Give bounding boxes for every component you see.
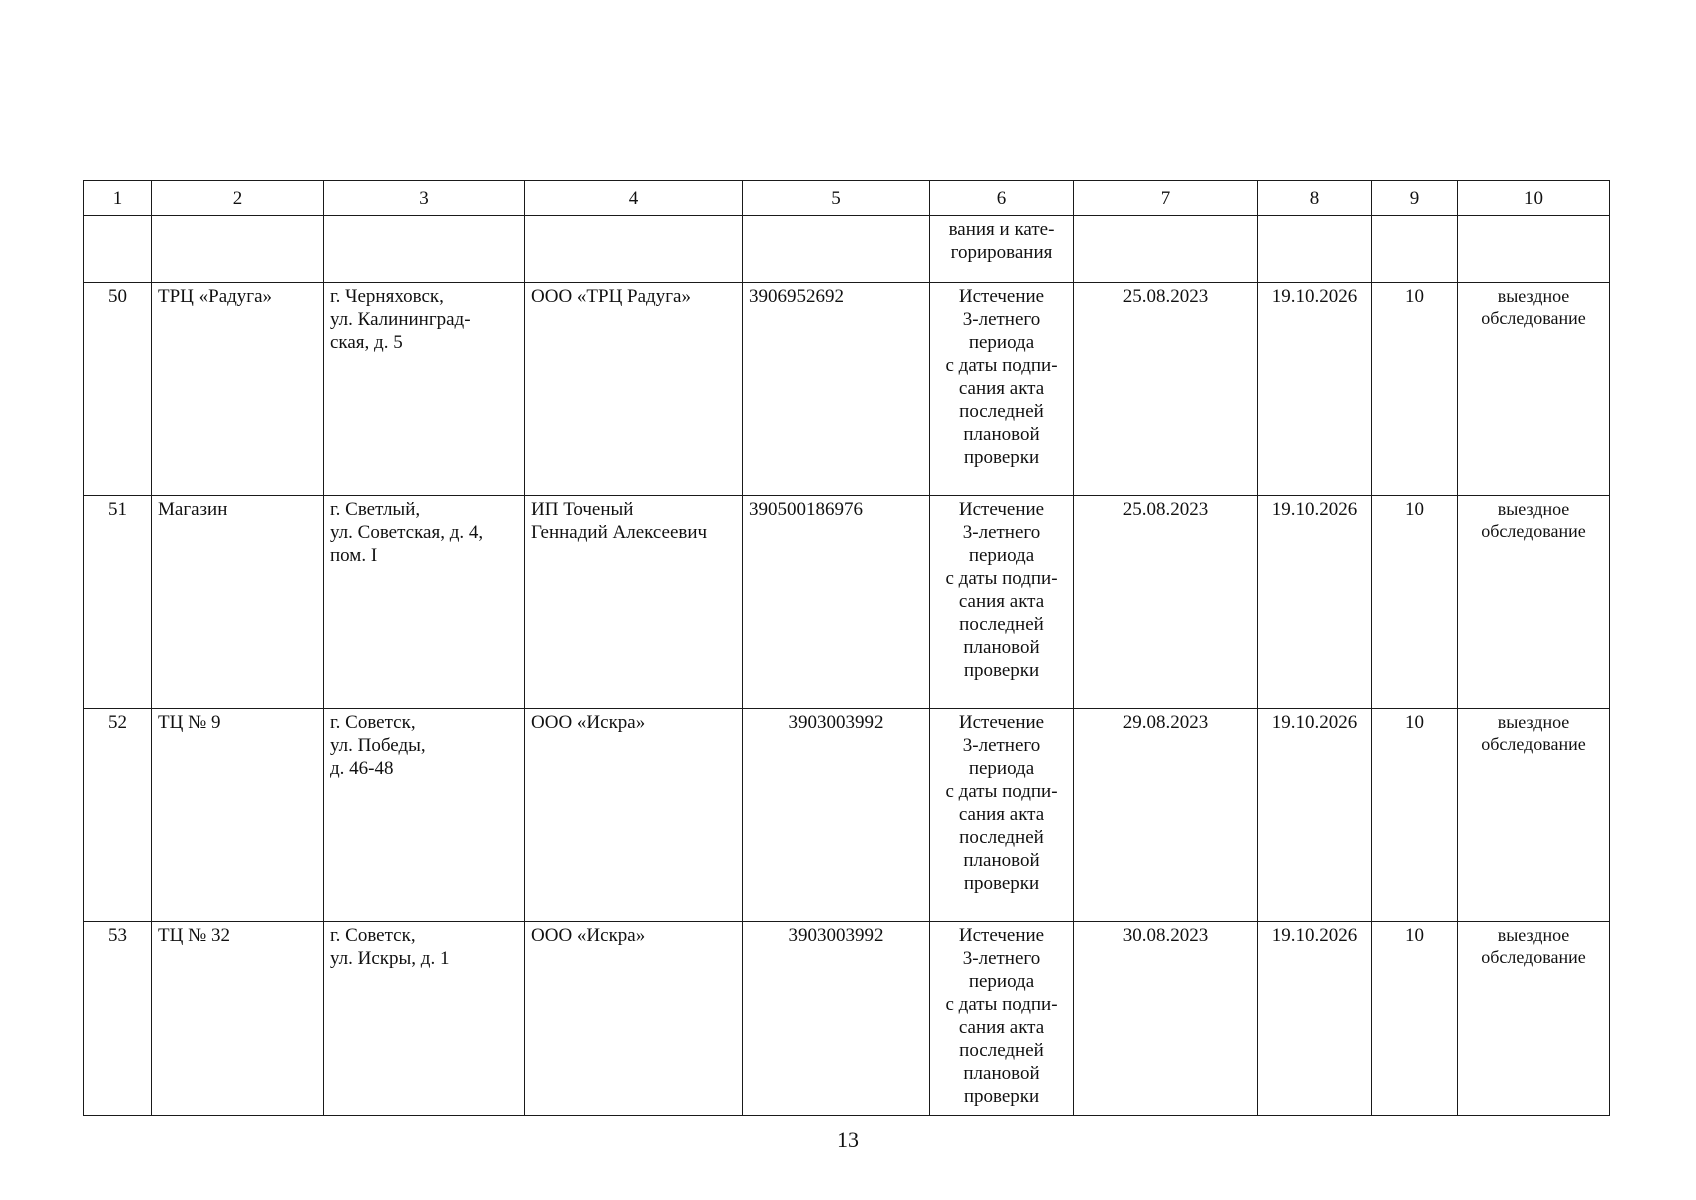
object-name: ТЦ № 9: [152, 709, 324, 922]
basis-cell: [930, 496, 1074, 709]
owner-line: Геннадий Алексеевич: [531, 522, 708, 543]
inn-cell: 390500186976: [743, 496, 930, 709]
basis-cell: [930, 283, 1074, 496]
basis-line: с даты подпи-: [945, 355, 1058, 376]
column-number: 1: [84, 181, 152, 216]
basis-line: горирования: [950, 242, 1053, 263]
form-line: выездное: [1497, 286, 1570, 306]
column-number: 4: [525, 181, 743, 216]
empty-cell: [1074, 216, 1258, 283]
start-date: 30.08.2023: [1074, 922, 1258, 1116]
form-line: обследование: [1481, 308, 1586, 328]
table-row: [84, 496, 1610, 709]
column-number: 8: [1258, 181, 1372, 216]
owner-line: ООО «ТРЦ Радуга»: [531, 286, 691, 307]
basis-line: последней: [959, 401, 1044, 422]
duration-days: 10: [1372, 283, 1458, 496]
basis-line: Истечение: [958, 286, 1045, 307]
end-date: 19.10.2026: [1258, 709, 1372, 922]
basis-line: плановой: [963, 637, 1040, 658]
row-number: 50: [84, 283, 152, 496]
end-date: 19.10.2026: [1258, 283, 1372, 496]
inspection-form-cell: [1458, 496, 1610, 709]
basis-line: плановой: [963, 1063, 1040, 1084]
basis-line: 3-летнего: [962, 309, 1041, 330]
basis-line: сания акта: [958, 378, 1045, 399]
owner-cell: [525, 283, 743, 496]
object-name: ТРЦ «Радуга»: [152, 283, 324, 496]
basis-line: 3-летнего: [962, 522, 1041, 543]
owner-cell: [525, 922, 743, 1116]
start-date: 25.08.2023: [1074, 496, 1258, 709]
basis-line: последней: [959, 827, 1044, 848]
basis-line: проверки: [963, 873, 1040, 894]
row-number: 53: [84, 922, 152, 1116]
form-line: выездное: [1497, 712, 1570, 732]
empty-cell: [324, 216, 525, 283]
inn-cell: 3903003992: [743, 709, 930, 922]
form-line: обследование: [1481, 734, 1586, 754]
inspection-form-cell: [1458, 709, 1610, 922]
address-line: ская, д. 5: [330, 332, 403, 353]
address-line: г. Светлый,: [330, 499, 421, 520]
continuation-row: [84, 216, 1610, 283]
basis-line: плановой: [963, 850, 1040, 871]
address-cell: [324, 922, 525, 1116]
object-name: ТЦ № 32: [152, 922, 324, 1116]
basis-line: проверки: [963, 1086, 1040, 1107]
empty-cell: [1372, 216, 1458, 283]
basis-line: 3-летнего: [962, 735, 1041, 756]
basis-line: сания акта: [958, 591, 1045, 612]
page-number: 13: [837, 1127, 859, 1152]
address-cell: [324, 496, 525, 709]
column-number-row: [84, 181, 1610, 216]
basis-line: проверки: [963, 447, 1040, 468]
owner-line: ИП Точеный: [531, 499, 634, 520]
address-line: ул. Искры, д. 1: [330, 948, 450, 969]
address-line: д. 46-48: [330, 758, 394, 779]
duration-days: 10: [1372, 496, 1458, 709]
empty-cell: [1258, 216, 1372, 283]
basis-line: сания акта: [958, 1017, 1045, 1038]
object-name: Магазин: [152, 496, 324, 709]
basis-line: периода: [968, 332, 1035, 353]
basis-line: периода: [968, 758, 1035, 779]
basis-line: периода: [968, 971, 1035, 992]
table-row: [84, 922, 1610, 1116]
table-row: [84, 283, 1610, 496]
inn-cell: 3903003992: [743, 922, 930, 1116]
column-number: 10: [1458, 181, 1610, 216]
basis-line: сания акта: [958, 804, 1045, 825]
column-number: 9: [1372, 181, 1458, 216]
address-cell: [324, 709, 525, 922]
start-date: 25.08.2023: [1074, 283, 1258, 496]
column-number: 7: [1074, 181, 1258, 216]
inspection-form-cell: [1458, 922, 1610, 1116]
basis-line: 3-летнего: [962, 948, 1041, 969]
continuation-basis-cell: [930, 216, 1074, 283]
column-number: 3: [324, 181, 525, 216]
address-line: ул. Победы,: [330, 735, 426, 756]
basis-line: последней: [959, 1040, 1044, 1061]
basis-line: Истечение: [958, 925, 1045, 946]
address-cell: [324, 283, 525, 496]
address-line: г. Советск,: [330, 712, 416, 733]
empty-cell: [743, 216, 930, 283]
owner-cell: [525, 709, 743, 922]
row-number: 51: [84, 496, 152, 709]
form-line: обследование: [1481, 521, 1586, 541]
table-row: [84, 709, 1610, 922]
duration-days: 10: [1372, 922, 1458, 1116]
basis-cell: [930, 709, 1074, 922]
owner-cell: [525, 496, 743, 709]
inspection-plan-table: [83, 180, 1610, 1116]
basis-line: с даты подпи-: [945, 568, 1058, 589]
end-date: 19.10.2026: [1258, 922, 1372, 1116]
empty-cell: [152, 216, 324, 283]
form-line: выездное: [1497, 925, 1570, 945]
address-line: ул. Советская, д. 4,: [330, 522, 484, 543]
row-number: 52: [84, 709, 152, 922]
basis-line: с даты подпи-: [945, 994, 1058, 1015]
address-line: пом. I: [330, 545, 378, 566]
address-line: ул. Калининград-: [330, 309, 471, 330]
basis-line: вания и кате-: [948, 219, 1055, 240]
end-date: 19.10.2026: [1258, 496, 1372, 709]
address-line: г. Черняховск,: [330, 286, 444, 307]
empty-cell: [1458, 216, 1610, 283]
form-line: выездное: [1497, 499, 1570, 519]
basis-cell: [930, 922, 1074, 1116]
inspection-form-cell: [1458, 283, 1610, 496]
basis-line: с даты подпи-: [945, 781, 1058, 802]
empty-cell: [525, 216, 743, 283]
owner-line: ООО «Искра»: [531, 925, 646, 946]
column-number: 5: [743, 181, 930, 216]
basis-line: проверки: [963, 660, 1040, 681]
inn-cell: 3906952692: [743, 283, 930, 496]
form-line: обследование: [1481, 947, 1586, 967]
owner-line: ООО «Искра»: [531, 712, 646, 733]
column-number: 6: [930, 181, 1074, 216]
address-line: г. Советск,: [330, 925, 416, 946]
basis-line: периода: [968, 545, 1035, 566]
column-number: 2: [152, 181, 324, 216]
basis-line: последней: [959, 614, 1044, 635]
basis-line: Истечение: [958, 712, 1045, 733]
start-date: 29.08.2023: [1074, 709, 1258, 922]
basis-line: плановой: [963, 424, 1040, 445]
duration-days: 10: [1372, 709, 1458, 922]
empty-cell: [84, 216, 152, 283]
basis-line: Истечение: [958, 499, 1045, 520]
